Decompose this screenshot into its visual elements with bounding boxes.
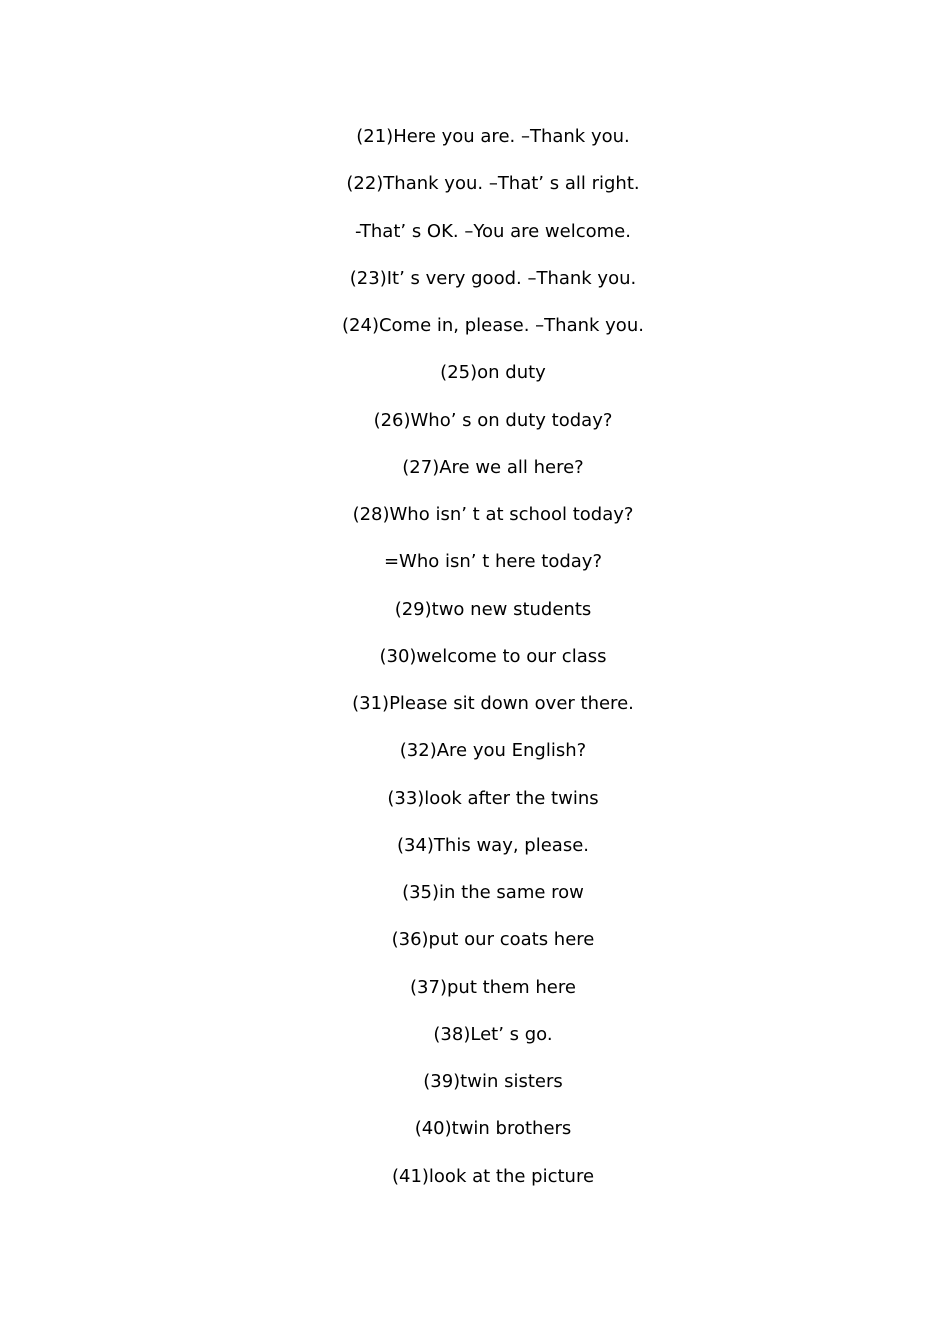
phrase-line: (28)Who isn’ t at school today? <box>352 504 634 525</box>
phrase-line: (34)This way, please. <box>396 834 589 856</box>
phrase-line: (30)welcome to our class <box>379 645 607 667</box>
phrase-line: (32)Are you English? <box>399 740 587 762</box>
phrase-line: (31)Please sit down over there. <box>352 693 634 714</box>
phrase-line: (40)twin brothers <box>414 1118 572 1140</box>
phrase-line: (22)Thank you. –That’ s all right. <box>346 173 640 195</box>
phrase-line: (33)look after the twins <box>387 787 599 809</box>
phrase-line: (39)twin sisters <box>423 1071 563 1092</box>
phrase-line: (38)Let’ s go. <box>433 1023 553 1045</box>
phrase-line: (24)Come in, please. –Thank you. <box>342 315 644 336</box>
phrase-line: (27)Are we all here? <box>402 456 584 478</box>
phrase-line: (41)look at the picture <box>391 1165 595 1187</box>
phrase-line: -That’ s OK. –You are welcome. <box>355 220 631 242</box>
phrase-line: (25)on duty <box>440 362 546 384</box>
phrase-line: (35)in the same row <box>402 882 584 903</box>
phrase-line: (36)put our coats here <box>391 929 595 951</box>
phrase-line: (23)It’ s very good. –Thank you. <box>349 267 637 289</box>
phrase-line: (26)Who’ s on duty today? <box>373 409 613 431</box>
phrase-line: (37)put them here <box>410 976 576 998</box>
phrase-line: (29)two new students <box>394 598 592 620</box>
phrase-line: (21)Here you are. –Thank you. <box>356 126 630 147</box>
phrase-line: =Who isn’ t here today? <box>383 551 603 573</box>
phrase-list <box>0 118 950 1205</box>
